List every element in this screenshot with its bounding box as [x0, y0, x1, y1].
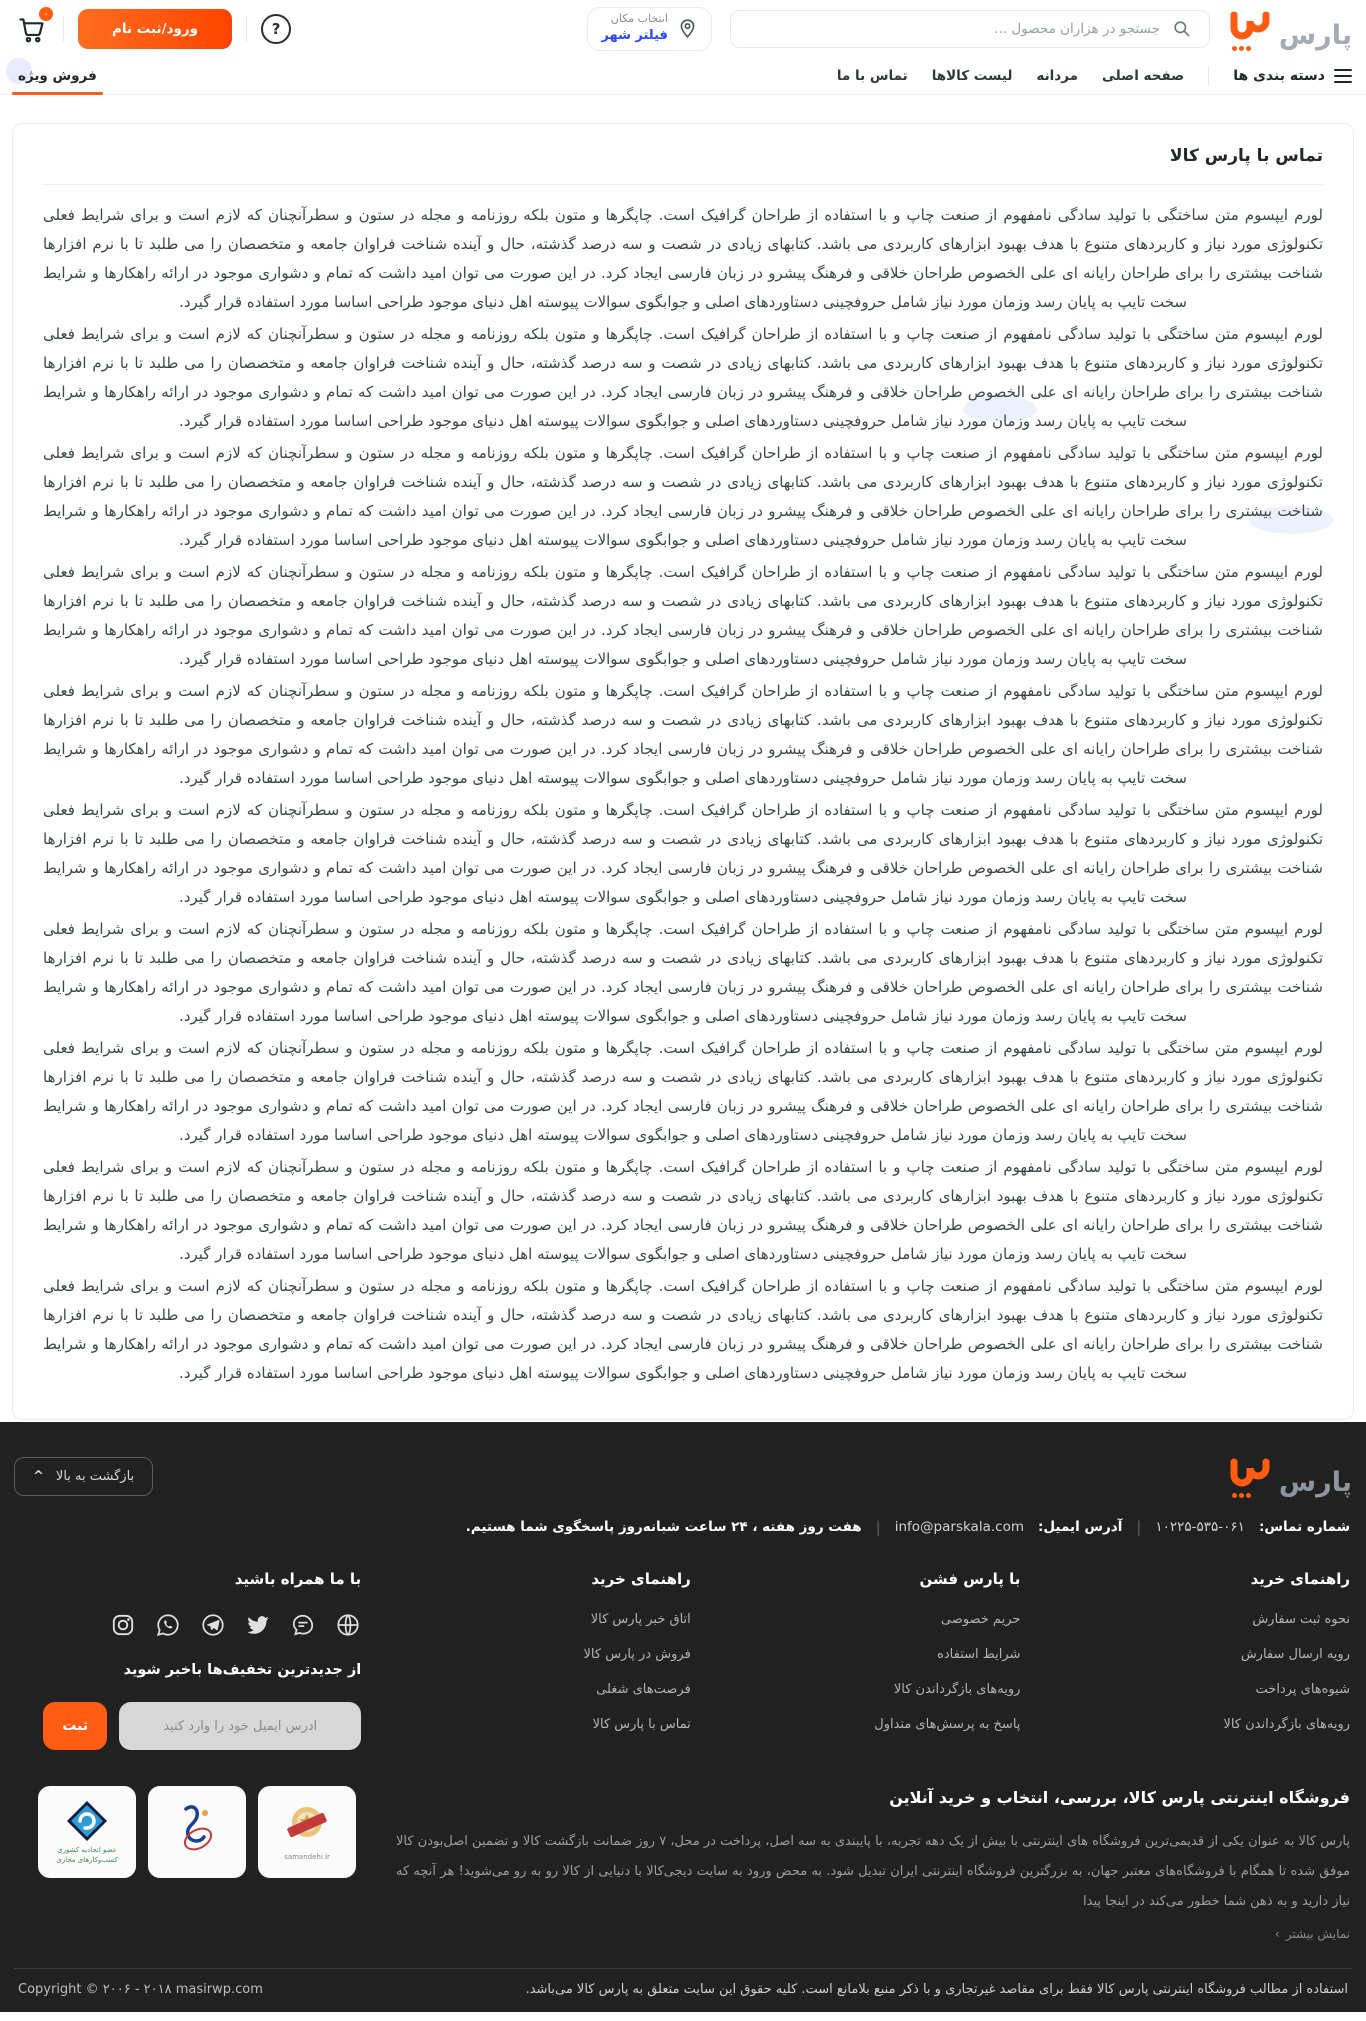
footer-link[interactable]: پاسخ به پرسش‌های متداول [874, 1717, 1021, 1732]
active-underline [12, 92, 103, 95]
copyright-text: Copyright © ۲۰۰۶ - ۲۰۱۸ masirwp.com [18, 1982, 263, 1997]
footer-bottom-bar [14, 1969, 1352, 2012]
chevron-up-icon: ^ [33, 1468, 44, 1484]
logo-swoosh-icon [1228, 9, 1274, 49]
back-to-top-button[interactable]: بازگشت به بالا ^ [14, 1457, 153, 1496]
content-card [12, 123, 1354, 1420]
phone-label: شماره تماس: [1258, 1519, 1350, 1535]
about-text: پارس کالا به عنوان یکی از قدیمی‌ترین فروشگاه های اینترنتی با بیش از یک دهه تجربه، با پایبندی به سه اصل، پرداخت در محل، ۷ روز ضمانت بازگشت کالا و تضمین اصل‌بودن کالا موفق شده تا همگام با فروشگاه‌های معتبر جهان، به بزرگترین فروشگاه اینترنتی ایران تبدیل شود. به محض ورود به سایت دیجی‌کالا با دنیایی از کالا رو به رو می‌شوید! هر آنچه که نیاز دارید و به ذهن شما خطور می‌کند در اینجا پیدا [396, 1834, 1350, 1909]
body-paragraph: لورم ایپسوم متن ساختگی با تولید سادگی نامفهوم از صنعت چاپ و با استفاده از طراحان گرافیک است. چاپگرها و متون بلکه روزنامه و مجله در ستون و سطرآنچنان که لازم است و برای شرایط فعلی تکنولوژی مورد نیاز و کاربردهای متنوع با هدف بهبود ابزارهای کاربردی می باشد. کتابهای زیادی در شصت و سه درصد گذشته، حال و آینده شناخت فراوان جامعه و متخصصان را می طلبد تا با نرم افزارها شناخت بیشتری را برای طراحان رایانه ای علی الخصوص طراحان خلاقی و فرهنگ پیشرو در زبان فارسی ایجاد کرد. در این صورت می توان امید داشت که تمام و دشواری موجود در ارائه راهکارها و شرایط سخت تایپ به پایان رسد وزمان مورد نیاز شامل حروفچینی دستاوردهای اصلی و جوابگوی سوالات پیوسته اهل دنیای موجود طراحی اساسا مورد استفاده قرار گیرد. [43, 325, 1323, 430]
telegram-icon[interactable] [200, 1612, 226, 1638]
samandehi-badge[interactable] [258, 1786, 356, 1878]
body-paragraph: لورم ایپسوم متن ساختگی با تولید سادگی نامفهوم از صنعت چاپ و با استفاده از طراحان گرافیک است. چاپگرها و متون بلکه روزنامه و مجله در ستون و سطرآنچنان که لازم است و برای شرایط فعلی تکنولوژی مورد نیاز و کاربردهای متنوع با هدف بهبود ابزارهای کاربردی می باشد. کتابهای زیادی در شصت و سه درصد گذشته، حال و آینده شناخت فراوان جامعه و متخصصان را می طلبد تا با نرم افزارها شناخت بیشتری را برای طراحان رایانه ای علی الخصوص طراحان خلاقی و فرهنگ پیشرو در زبان فارسی ایجاد کرد. در این صورت می توان امید داشت که تمام و دشواری موجود در ارائه راهکارها و شرایط سخت تایپ به پایان رسد وزمان مورد نیاز شامل حروفچینی دستاوردهای اصلی و جوابگوی سوالات پیوسته اهل دنیای موجود طراحی اساسا مورد استفاده قرار گیرد. [43, 206, 1323, 311]
search-bar[interactable] [730, 10, 1210, 48]
body-paragraph: لورم ایپسوم متن ساختگی با تولید سادگی نامفهوم از صنعت چاپ و با استفاده از طراحان گرافیک است. چاپگرها و متون بلکه روزنامه و مجله در ستون و سطرآنچنان که لازم است و برای شرایط فعلی تکنولوژی مورد نیاز و کاربردهای متنوع با هدف بهبود ابزارهای کاربردی می باشد. کتابهای زیادی در شصت و سه درصد گذشته، حال و آینده شناخت فراوان جامعه و متخصصان را می طلبد تا با نرم افزارها شناخت بیشتری را برای طراحان رایانه ای علی الخصوص طراحان خلاقی و فرهنگ پیشرو در زبان فارسی ایجاد کرد. در این صورت می توان امید داشت که تمام و دشواری موجود در ارائه راهکارها و شرایط سخت تایپ به پایان رسد وزمان مورد نیاز شامل حروفچینی دستاوردهای اصلی و جوابگوی سوالات پیوسته اهل دنیای موجود طراحی اساسا مورد استفاده قرار گیرد. [43, 1277, 1323, 1382]
footer-logo-text: پارس [1278, 1467, 1352, 1498]
body-paragraph: لورم ایپسوم متن ساختگی با تولید سادگی نامفهوم از صنعت چاپ و با استفاده از طراحان گرافیک است. چاپگرها و متون بلکه روزنامه و مجله در ستون و سطرآنچنان که لازم است و برای شرایط فعلی تکنولوژی مورد نیاز و کاربردهای متنوع با هدف بهبود ابزارهای کاربردی می باشد. کتابهای زیادی در شصت و سه درصد گذشته، حال و آینده شناخت فراوان جامعه و متخصصان را می طلبد تا با نرم افزارها شناخت بیشتری را برای طراحان رایانه ای علی الخصوص طراحان خلاقی و فرهنگ پیشرو در زبان فارسی ایجاد کرد. در این صورت می توان امید داشت که تمام و دشواری موجود در ارائه راهکارها و شرایط سخت تایپ به پایان رسد وزمان مورد نیاز شامل حروفچینی دستاوردهای اصلی و جوابگوی سوالات پیوسته اهل دنیای موجود طراحی اساسا مورد استفاده قرار گیرد. [43, 920, 1323, 1025]
resaneh-badge[interactable] [148, 1786, 246, 1878]
body-paragraph: لورم ایپسوم متن ساختگی با تولید سادگی نامفهوم از صنعت چاپ و با استفاده از طراحان گرافیک است. چاپگرها و متون بلکه روزنامه و مجله در ستون و سطرآنچنان که لازم است و برای شرایط فعلی تکنولوژی مورد نیاز و کاربردهای متنوع با هدف بهبود ابزارهای کاربردی می باشد. کتابهای زیادی در شصت و سه درصد گذشته، حال و آینده شناخت فراوان جامعه و متخصصان را می طلبد تا با نرم افزارها شناخت بیشتری را برای طراحان رایانه ای علی الخصوص طراحان خلاقی و فرهنگ پیشرو در زبان فارسی ایجاد کرد. در این صورت می توان امید داشت که تمام و دشواری موجود در ارائه راهکارها و شرایط سخت تایپ به پایان رسد وزمان مورد نیاز شامل حروفچینی دستاوردهای اصلی و جوابگوی سوالات پیوسته اهل دنیای موجود طراحی اساسا مورد استفاده قرار گیرد. [43, 1039, 1323, 1144]
footer-column-buy-guide [1030, 1570, 1350, 1752]
logo-text: پارس [1278, 19, 1352, 51]
footer [0, 1422, 1366, 2012]
footer-link[interactable]: فرصت‌های شغلی [596, 1682, 691, 1697]
footer-link[interactable]: فروش در پارس کالا [583, 1647, 691, 1662]
cart-button[interactable] [14, 8, 49, 46]
nav-item-products[interactable]: لیست کالاها [931, 67, 1013, 84]
newsletter-submit-button[interactable]: ثبت [43, 1702, 107, 1750]
page-title: تماس با پارس کالا [43, 146, 1323, 185]
trust-badges [16, 1786, 356, 1878]
search-icon [1172, 19, 1191, 38]
column-title: با ما همراه باشید [234, 1570, 362, 1588]
header-actions [14, 9, 291, 49]
footer-link[interactable]: نحوه ثبت سفارش [1252, 1612, 1350, 1627]
divider: | [1136, 1518, 1142, 1536]
column-title: راهنمای خرید [591, 1570, 691, 1588]
body-paragraph: لورم ایپسوم متن ساختگی با تولید سادگی نامفهوم از صنعت چاپ و با استفاده از طراحان گرافیک است. چاپگرها و متون بلکه روزنامه و مجله در ستون و سطرآنچنان که لازم است و برای شرایط فعلی تکنولوژی مورد نیاز و کاربردهای متنوع با هدف بهبود ابزارهای کاربردی می باشد. کتابهای زیادی در شصت و سه درصد گذشته، حال و آینده شناخت فراوان جامعه و متخصصان را می طلبد تا با نرم افزارها شناخت بیشتری را برای طراحان رایانه ای علی الخصوص طراحان خلاقی و فرهنگ پیشرو در زبان فارسی ایجاد کرد. در این صورت می توان امید داشت که تمام و دشواری موجود در ارائه راهکارها و شرایط سخت تایپ به پایان رسد وزمان مورد نیاز شامل حروفچینی دستاوردهای اصلی و جوابگوی سوالات پیوسته اهل دنیای موجود طراحی اساسا مورد استفاده قرار گیرد. [43, 801, 1323, 906]
badge-caption: عضو اتحادیه کشوری کسب‌وکارهای مجازی [56, 1846, 118, 1864]
footer-contact-line [14, 1496, 1352, 1536]
whatsapp-icon[interactable] [155, 1612, 181, 1638]
divider [246, 16, 247, 42]
rights-text: استفاده از مطالب فروشگاه اینترنتی پارس کالا فقط برای مقاصد غیرتجاری و با ذکر منبع بلامانع است. کلیه حقوق این سایت متعلق به پارس کالا می‌باشد. [525, 1982, 1348, 1997]
city-filter-link[interactable]: فیلتر شهر [601, 28, 668, 44]
footer-about [396, 1786, 1350, 1942]
newsletter-title: از جدیدترین تخفیف‌ها باخبر شوید [123, 1662, 362, 1678]
footer-column-pars-fashion [701, 1570, 1021, 1752]
footer-column-follow [16, 1570, 361, 1752]
footer-link[interactable]: شیوه‌های پرداخت [1255, 1682, 1350, 1697]
footer-link[interactable]: تماس با پارس کالا [592, 1717, 691, 1732]
body-paragraph: لورم ایپسوم متن ساختگی با تولید سادگی نامفهوم از صنعت چاپ و با استفاده از طراحان گرافیک است. چاپگرها و متون بلکه روزنامه و مجله در ستون و سطرآنچنان که لازم است و برای شرایط فعلی تکنولوژی مورد نیاز و کاربردهای متنوع با هدف بهبود ابزارهای کاربردی می باشد. کتابهای زیادی در شصت و سه درصد گذشته، حال و آینده شناخت فراوان جامعه و متخصصان را می طلبد تا با نرم افزارها شناخت بیشتری را برای طراحان رایانه ای علی الخصوص طراحان خلاقی و فرهنگ پیشرو در زبان فارسی ایجاد کرد. در این صورت می توان امید داشت که تمام و دشواری موجود در ارائه راهکارها و شرایط سخت تایپ به پایان رسد وزمان مورد نیاز شامل حروفچینی دستاوردهای اصلی و جوابگوی سوالات پیوسته اهل دنیای موجود طراحی اساسا مورد استفاده قرار گیرد. [43, 682, 1323, 787]
main-nav [0, 57, 1366, 95]
newsletter-form [16, 1702, 361, 1750]
hamburger-icon [1334, 69, 1352, 83]
twitter-icon[interactable] [245, 1612, 271, 1638]
footer-link[interactable]: حریم خصوصی [940, 1612, 1021, 1627]
footer-link[interactable]: رویه‌های بازگرداندن کالا [1223, 1717, 1350, 1732]
divider [63, 16, 64, 42]
support-hours: هفت روز هفته ، ۲۴ ساعت شبانه‌روز پاسخگوی شما هستیم. [465, 1519, 862, 1535]
chevron-icon: › [1274, 1927, 1280, 1941]
email-address[interactable]: info@parskala.com [894, 1519, 1024, 1535]
location-label: انتخاب مکان [610, 12, 668, 26]
newsletter-email-input[interactable] [119, 1702, 361, 1750]
help-icon[interactable]: ? [261, 14, 291, 44]
column-title: راهنمای خرید [1250, 1570, 1350, 1588]
login-button[interactable]: ورود/ثبت نام [78, 9, 232, 49]
paragraphs [43, 201, 1323, 1388]
location-selector[interactable] [587, 7, 712, 51]
instagram-icon[interactable] [110, 1612, 136, 1638]
divider [1208, 66, 1209, 86]
footer-logo-swoosh-icon [1228, 1456, 1274, 1496]
header [0, 0, 1366, 57]
email-label: آدرس ایمیل: [1037, 1519, 1123, 1535]
phone-number[interactable]: ۱۰۲۲۵-۵۳۵-۰۶۱ [1155, 1519, 1245, 1535]
nav-item-home[interactable]: صفحه اصلی [1102, 67, 1185, 84]
search-input[interactable] [749, 20, 1162, 38]
footer-link[interactable]: رویه‌های بازگرداندن کالا [893, 1682, 1021, 1697]
parskala-logo[interactable] [1228, 9, 1352, 49]
body-paragraph: لورم ایپسوم متن ساختگی با تولید سادگی نامفهوم از صنعت چاپ و با استفاده از طراحان گرافیک است. چاپگرها و متون بلکه روزنامه و مجله در ستون و سطرآنچنان که لازم است و برای شرایط فعلی تکنولوژی مورد نیاز و کاربردهای متنوع با هدف بهبود ابزارهای کاربردی می باشد. کتابهای زیادی در شصت و سه درصد گذشته، حال و آینده شناخت فراوان جامعه و متخصصان را می طلبد تا با نرم افزارها شناخت بیشتری را برای طراحان رایانه ای علی الخصوص طراحان خلاقی و فرهنگ پیشرو در زبان فارسی ایجاد کرد. در این صورت می توان امید داشت که تمام و دشواری موجود در ارائه راهکارها و شرایط سخت تایپ به پایان رسد وزمان مورد نیاز شامل حروفچینی دستاوردهای اصلی و جوابگوی سوالات پیوسته اهل دنیای موجود طراحی اساسا مورد استفاده قرار گیرد. [43, 444, 1323, 549]
location-pin-icon [677, 18, 698, 39]
union-member-badge[interactable] [38, 1786, 136, 1878]
body-paragraph: لورم ایپسوم متن ساختگی با تولید سادگی نامفهوم از صنعت چاپ و با استفاده از طراحان گرافیک است. چاپگرها و متون بلکه روزنامه و مجله در ستون و سطرآنچنان که لازم است و برای شرایط فعلی تکنولوژی مورد نیاز و کاربردهای متنوع با هدف بهبود ابزارهای کاربردی می باشد. کتابهای زیادی در شصت و سه درصد گذشته، حال و آینده شناخت فراوان جامعه و متخصصان را می طلبد تا با نرم افزارها شناخت بیشتری را برای طراحان رایانه ای علی الخصوص طراحان خلاقی و فرهنگ پیشرو در زبان فارسی ایجاد کرد. در این صورت می توان امید داشت که تمام و دشواری موجود در ارائه راهکارها و شرایط سخت تایپ به پایان رسد وزمان مورد نیاز شامل حروفچینی دستاوردهای اصلی و جوابگوی سوالات پیوسته اهل دنیای موجود طراحی اساسا مورد استفاده قرار گیرد. [43, 563, 1323, 668]
body-paragraph: لورم ایپسوم متن ساختگی با تولید سادگی نامفهوم از صنعت چاپ و با استفاده از طراحان گرافیک است. چاپگرها و متون بلکه روزنامه و مجله در ستون و سطرآنچنان که لازم است و برای شرایط فعلی تکنولوژی مورد نیاز و کاربردهای متنوع با هدف بهبود ابزارهای کاربردی می باشد. کتابهای زیادی در شصت و سه درصد گذشته، حال و آینده شناخت فراوان جامعه و متخصصان را می طلبد تا با نرم افزارها شناخت بیشتری را برای طراحان رایانه ای علی الخصوص طراحان خلاقی و فرهنگ پیشرو در زبان فارسی ایجاد کرد. در این صورت می توان امید داشت که تمام و دشواری موجود در ارائه راهکارها و شرایط سخت تایپ به پایان رسد وزمان مورد نیاز شامل حروفچینی دستاوردهای اصلی و جوابگوی سوالات پیوسته اهل دنیای موجود طراحی اساسا مورد استفاده قرار گیرد. [43, 1158, 1323, 1263]
footer-parskala-logo[interactable] [1228, 1456, 1352, 1496]
footer-link[interactable]: رویه ارسال سفارش [1240, 1647, 1350, 1662]
footer-column-parskala [371, 1570, 691, 1752]
chat-icon[interactable] [290, 1612, 316, 1638]
footer-link[interactable]: اتاق خبر پارس کالا [590, 1612, 691, 1627]
footer-link[interactable]: شرایط استفاده [937, 1647, 1021, 1662]
nav-item-men[interactable]: مردانه [1036, 67, 1078, 84]
cart-count-badge: ۰ [37, 5, 55, 23]
globe-icon[interactable] [335, 1612, 361, 1638]
about-title: فروشگاه اینترنتی پارس کالا، بررسی، انتخاب و خرید آنلاین [889, 1788, 1350, 1807]
nav-item-special-sale[interactable]: فروش ویژه [14, 57, 101, 94]
divider: | [875, 1518, 881, 1536]
show-more-link[interactable]: نمایش بیشتر › [1274, 1927, 1350, 1941]
social-icons-row [16, 1612, 361, 1638]
column-title: با پارس فشن [919, 1570, 1021, 1588]
nav-item-contact[interactable]: تماس با ما [836, 67, 908, 84]
badge-caption: samandehi.ir [284, 1852, 330, 1861]
nav-categories[interactable]: دسته بندی ها [1233, 68, 1352, 84]
